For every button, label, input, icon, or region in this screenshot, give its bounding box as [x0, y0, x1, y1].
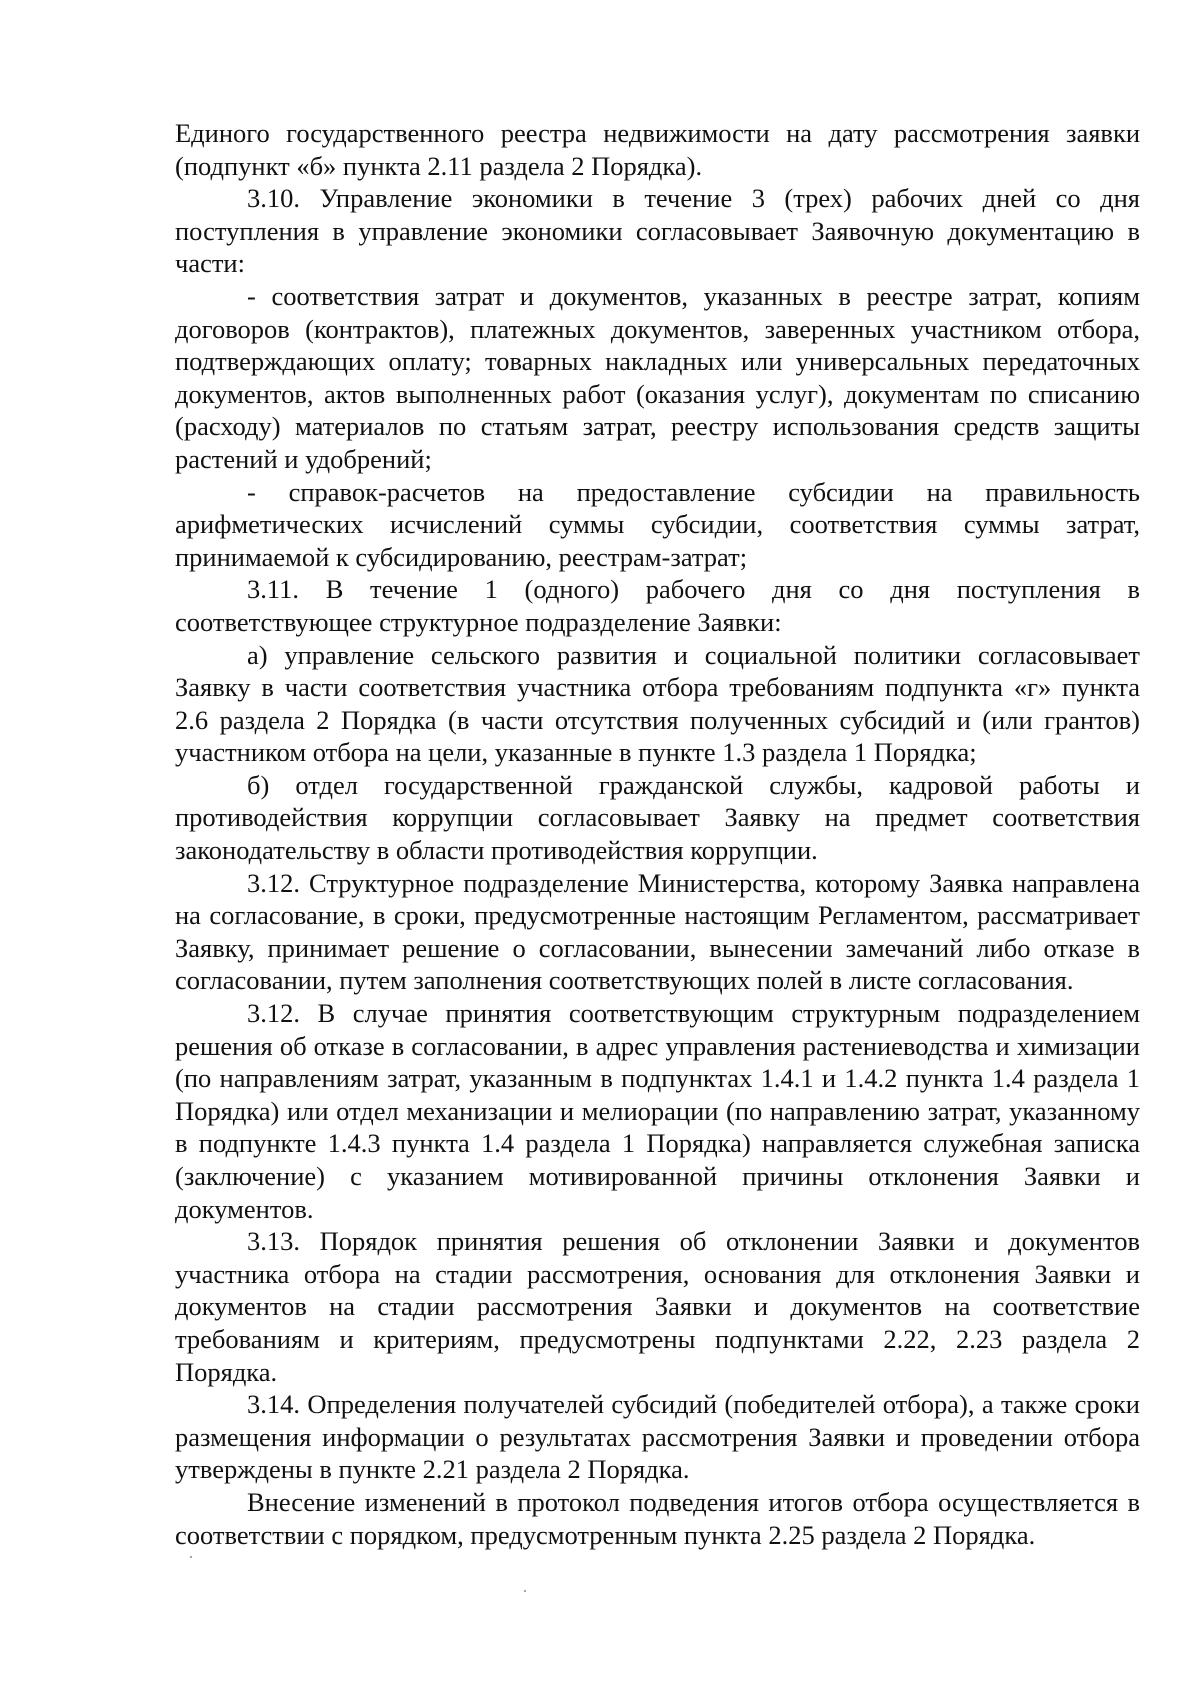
paragraph-3-13: 3.13. Порядок принятия решения об отклонении Заявки и документов участника отбора на стадии рассмотрения, основания для отклонения Заявки и документов на стадии рассмотрения Заявки и документов на соответствие требованиям и критериям, предусмотрены подпунктами 2.22, 2.23 раздела 2 Порядка. [175, 1226, 1140, 1387]
paragraph-3-10: 3.10. Управление экономики в течение 3 (трех) рабочих дней со дня поступления в управление экономики согласовывает Заявочную документацию в части: [175, 183, 1140, 279]
paragraph-registry-continuation: Единого государственного реестра недвижимости на дату рассмотрения заявки (подпункт «б» пункта 2.11 раздела 2 Порядка). [175, 118, 1140, 181]
paragraph-calculation-certificates: - справок-расчетов на предоставление субсидии на правильность арифметических исчислений суммы субсидии, соответствия суммы затрат, принимаемой к субсидированию, реестрам-затрат; [175, 476, 1140, 572]
paragraph-3-12-first: 3.12. Структурное подразделение Министерства, которому Заявка направлена на согласование, в сроки, предусмотренные настоящим Регламентом, рассматривает Заявку, принимает решение о согласовании, вынесении замечаний либо отказе в согласовании, путем заполнения соответствующих полей в листе согласования. [175, 867, 1140, 996]
paragraph-3-11-b: б) отдел государственной гражданской службы, кадровой работы и противодействия коррупции согласовывает Заявку на предмет соответствия законодательству в области противодействия коррупции. [175, 769, 1140, 866]
scan-speck [524, 1590, 526, 1592]
paragraph-costs-conformity: - соответствия затрат и документов, указанных в реестре затрат, копиям договоров (контрактов), платежных документов, заверенных участником отбора, подтверждающих оплату; товарных накладных или универсальных передаточных документов, актов выполненных работ (оказания услуг), документам по списанию (расходу) материалов по статьям затрат, реестру использования средств защиты растений и удобрений; [175, 280, 1140, 474]
paragraph-protocol-changes: Внесение изменений в протокол подведения итогов отбора осуществляется в соответствии с порядком, предусмотренным пункта 2.25 раздела 2 Порядка. [175, 1486, 1140, 1550]
scan-speck [190, 1556, 192, 1558]
document-body [175, 117, 1140, 1551]
paragraph-3-14: 3.14. Определения получателей субсидий (победителей отбора), а также сроки размещения информации о результатах рассмотрения Заявки и проведении отбора утверждены в пункте 2.21 раздела 2 Порядка. [175, 1389, 1140, 1485]
paragraph-3-11: 3.11. В течение 1 (одного) рабочего дня со дня поступления в соответствующее структурное подразделение Заявки: [175, 574, 1140, 637]
paragraph-3-11-a: а) управление сельского развития и социальной политики согласовывает Заявку в части соответствия участника отбора требованиям подпункта «г» пункта 2.6 раздела 2 Порядка (в части отсутствия полученных субсидий и (или грантов) участником отбора на цели, указанные в пункте 1.3 раздела 1 Порядка; [175, 639, 1140, 768]
paragraph-3-12-second: 3.12. В случае принятия соответствующим структурным подразделением решения об отказе в согласовании, в адрес управления растениеводства и химизации (по направлениям затрат, указанным в подпунктах 1.4.1 и 1.4.2 пункта 1.4 раздела 1 Порядка) или отдел механизации и мелиорации (по направлению затрат, указанному в подпункте 1.4.3 пункта 1.4 раздела 1 Порядка) направляется служебная записка (заключение) с указанием мотивированной причины отклонения Заявки и документов. [175, 998, 1140, 1224]
